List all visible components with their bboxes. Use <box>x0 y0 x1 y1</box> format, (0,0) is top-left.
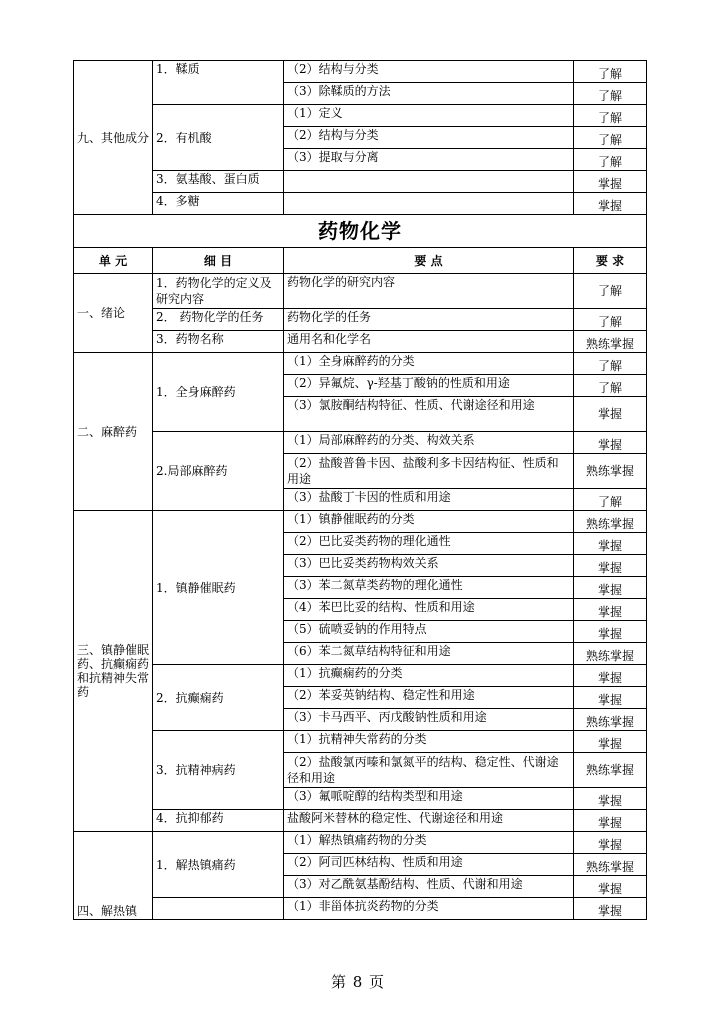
requirement-cell: 掌握 <box>574 687 647 709</box>
topic-cell: 2．有机酸 <box>153 105 284 171</box>
requirement-cell: 掌握 <box>574 876 647 898</box>
unit-cell: 九、其他成分 <box>74 61 153 215</box>
topic-cell: 3．抗精神病药 <box>153 731 284 810</box>
requirement-cell: 了解 <box>574 83 647 105</box>
requirement-cell: 熟练掌握 <box>574 709 647 731</box>
point-cell: （1）解热镇痛药物的分类 <box>284 832 574 854</box>
point-cell <box>284 171 574 193</box>
requirement-cell: 掌握 <box>574 171 647 193</box>
requirement-cell: 熟练掌握 <box>574 331 647 353</box>
topic-cell: 1．全身麻醉药 <box>153 353 284 432</box>
table-row <box>74 61 647 83</box>
table-row <box>74 810 647 832</box>
requirement-cell: 掌握 <box>574 193 647 215</box>
table-row <box>74 665 647 687</box>
requirement-cell: 熟练掌握 <box>574 854 647 876</box>
point-cell: （2）异氟烷、γ-羟基丁酸钠的性质和用途 <box>284 375 574 397</box>
header-topic: 细 目 <box>153 248 284 274</box>
point-cell: （3）提取与分离 <box>284 149 574 171</box>
topic-cell: 3．药物名称 <box>153 331 284 353</box>
page-cutoff <box>0 935 716 965</box>
topic-cell: 3．氨基酸、蛋白质 <box>153 171 284 193</box>
requirement-cell: 掌握 <box>574 577 647 599</box>
point-cell: （3）氯胺酮结构特征、性质、代谢途径和用途 <box>284 397 574 432</box>
requirement-cell: 了解 <box>574 375 647 397</box>
requirement-cell: 熟练掌握 <box>574 643 647 665</box>
point-cell: （3）巴比妥类药物构效关系 <box>284 555 574 577</box>
point-cell: （2）盐酸氯丙嗪和氯氮平的结构、稳定性、代谢途径和用途 <box>284 753 574 788</box>
point-cell: （3）苯二氮草类药物的理化通性 <box>284 577 574 599</box>
requirement-cell: 熟练掌握 <box>574 454 647 489</box>
topic-cell: 2． 药物化学的任务 <box>153 309 284 331</box>
requirement-cell: 了解 <box>574 61 647 83</box>
requirement-cell: 掌握 <box>574 533 647 555</box>
table-row <box>74 331 647 353</box>
topic-cell: 4．抗抑郁药 <box>153 810 284 832</box>
point-cell: （3）除鞣质的方法 <box>284 83 574 105</box>
header-row <box>74 248 647 274</box>
requirement-cell: 掌握 <box>574 432 647 454</box>
page-number: 第 8 页 <box>330 973 386 991</box>
table-row <box>74 105 647 127</box>
point-cell: （2）阿司匹林结构、性质和用途 <box>284 854 574 876</box>
requirement-cell: 掌握 <box>574 898 647 920</box>
point-cell: （1）全身麻醉药的分类 <box>284 353 574 375</box>
requirement-cell: 了解 <box>574 105 647 127</box>
point-cell: 盐酸阿米替林的稳定性、代谢途径和用途 <box>284 810 574 832</box>
topic-cell: 1．解热镇痛药 <box>153 832 284 898</box>
requirement-cell: 了解 <box>574 149 647 171</box>
table-row <box>74 898 647 920</box>
point-cell: （2）苯妥英钠结构、稳定性和用途 <box>284 687 574 709</box>
table-row <box>74 309 647 331</box>
requirement-cell: 了解 <box>574 274 647 309</box>
syllabus-table <box>73 60 647 920</box>
point-cell: （3）卡马西平、丙戊酸钠性质和用途 <box>284 709 574 731</box>
requirement-cell: 熟练掌握 <box>574 511 647 533</box>
point-cell: （2）巴比妥类药物的理化通性 <box>284 533 574 555</box>
point-cell: （1）镇静催眠药的分类 <box>284 511 574 533</box>
table-row <box>74 171 647 193</box>
table-row <box>74 193 647 215</box>
table-row <box>74 731 647 753</box>
topic-cell: 1．镇静催眠药 <box>153 511 284 665</box>
topic-cell <box>153 898 284 920</box>
table-row <box>74 511 647 533</box>
point-cell: （3）氟哌啶醇的结构类型和用途 <box>284 788 574 810</box>
table-row <box>74 832 647 854</box>
point-cell: （6）苯二氮草结构特征和用途 <box>284 643 574 665</box>
header-requirement: 要 求 <box>574 248 647 274</box>
requirement-cell: 了解 <box>574 489 647 511</box>
requirement-cell: 掌握 <box>574 599 647 621</box>
point-cell: 通用名和化学名 <box>284 331 574 353</box>
point-cell: （1）抗癫痫药的分类 <box>284 665 574 687</box>
point-cell: （4）苯巴比妥的结构、性质和用途 <box>284 599 574 621</box>
point-cell: （3）盐酸丁卡因的性质和用途 <box>284 489 574 511</box>
requirement-cell: 掌握 <box>574 832 647 854</box>
requirement-cell: 了解 <box>574 353 647 375</box>
requirement-cell: 掌握 <box>574 731 647 753</box>
point-cell: （3）对乙酰氨基酚结构、性质、代谢和用途 <box>284 876 574 898</box>
point-cell: （5）硫喷妥钠的作用特点 <box>284 621 574 643</box>
requirement-cell: 了解 <box>574 127 647 149</box>
unit-cell: 四、解热镇 <box>74 832 153 920</box>
requirement-cell: 掌握 <box>574 788 647 810</box>
requirement-cell: 掌握 <box>574 397 647 432</box>
point-cell <box>284 193 574 215</box>
table-row <box>74 353 647 375</box>
requirement-cell: 熟练掌握 <box>574 753 647 788</box>
point-cell: （2）结构与分类 <box>284 127 574 149</box>
point-cell: （2）结构与分类 <box>284 61 574 83</box>
requirement-cell: 掌握 <box>574 555 647 577</box>
unit-cell: 一、绪论 <box>74 274 153 353</box>
unit-cell: 二、麻醉药 <box>74 353 153 511</box>
point-cell: （2）盐酸普鲁卡因、盐酸利多卡因结构征、性质和用途 <box>284 454 574 489</box>
point-cell: 药物化学的任务 <box>284 309 574 331</box>
point-cell: 药物化学的研究内容 <box>284 274 574 309</box>
requirement-cell: 了解 <box>574 309 647 331</box>
topic-cell: 2.局部麻醉药 <box>153 432 284 511</box>
point-cell: （1）定义 <box>284 105 574 127</box>
header-point: 要 点 <box>284 248 574 274</box>
point-cell: （1）抗精神失常药的分类 <box>284 731 574 753</box>
requirement-cell: 掌握 <box>574 665 647 687</box>
table-row <box>74 432 647 454</box>
point-cell: （1）局部麻醉药的分类、构效关系 <box>284 432 574 454</box>
section-title: 药物化学 <box>74 215 647 248</box>
section-title-row <box>74 215 647 248</box>
point-cell: （1）非甾体抗炎药物的分类 <box>284 898 574 920</box>
topic-cell: 1．鞣质 <box>153 61 284 105</box>
topic-cell: 2．抗癫痫药 <box>153 665 284 731</box>
unit-cell: 三、镇静催眠药、抗癫痫药和抗精神失常药 <box>74 511 153 832</box>
requirement-cell: 掌握 <box>574 810 647 832</box>
requirement-cell: 掌握 <box>574 621 647 643</box>
topic-cell: 1．药物化学的定义及研究内容 <box>153 274 284 309</box>
topic-cell: 4．多糖 <box>153 193 284 215</box>
header-unit: 单 元 <box>74 248 153 274</box>
table-row <box>74 274 647 309</box>
